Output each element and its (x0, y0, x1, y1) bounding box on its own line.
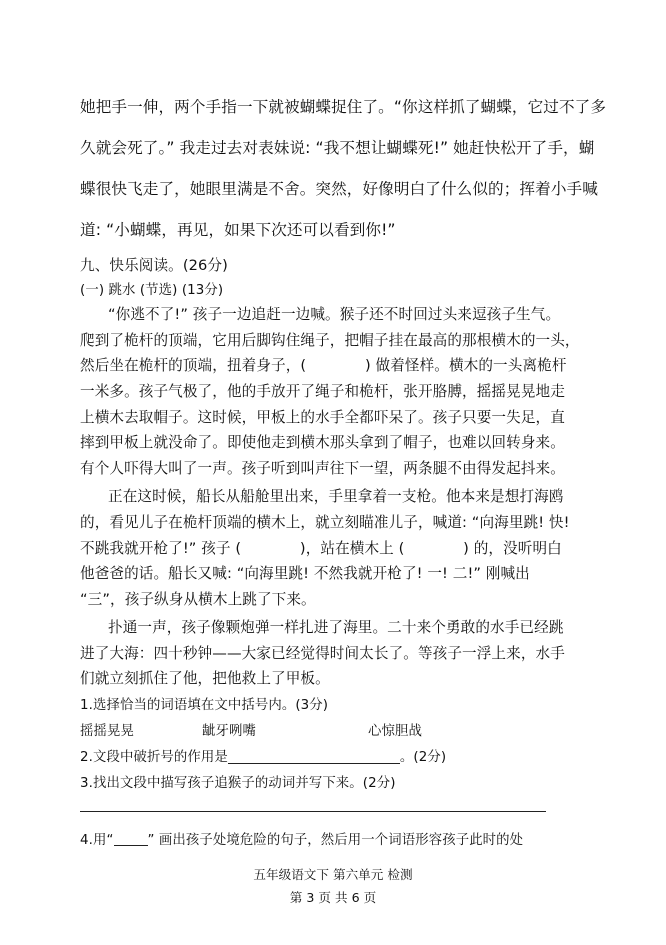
word-choice: 摇摇晃晃 (80, 724, 134, 739)
passage-line: 有个人吓得大叫了一声。孩子听到叫声往下一望，两条腿不由得发起抖来。 (80, 460, 565, 477)
passage-line: 他爸爸的话。船长又喊: “向海里跳! 不然我就开枪了! 一! 二!” 刚喊出 (80, 565, 530, 582)
passage-line: 进了大海：四十秒钟——大家已经觉得时间太长了。等孩子一浮上来，水手 (80, 645, 565, 662)
question-2 (80, 746, 560, 765)
question-1: 1.选择恰当的词语填在文中括号内。(3分) (80, 698, 329, 713)
handwritten-line: 久就会死了。” 我走过去对表妹说: “我不想让蝴蝶死!” 她赶快松开了手，蝴 (80, 139, 595, 157)
question-4-text: ” 画出孩子处境危险的句子，然后用一个词语形容孩子此时的处 (147, 833, 524, 848)
section-title: 九、快乐阅读。(26分) (80, 257, 228, 274)
underline-sample (114, 832, 148, 846)
passage-line: “你逃不了!” 孩子一边追赶一边喊。猴子还不时回过头来逗孩子生气。 (108, 306, 561, 323)
word-choices (80, 720, 560, 739)
word-choice: 心惊胆战 (368, 724, 422, 739)
answer-blank[interactable] (228, 749, 400, 764)
question-4 (80, 829, 560, 848)
passage-line: 正在这时候，船长从船舱里出来，手里拿着一支枪。他本来是想打海鸥 (108, 488, 564, 505)
passage-line: 一米多。孩子气极了，他的手放开了绳子和桅杆，张开胳膊，摇摇晃晃地走 (80, 383, 565, 400)
question-3: 3.找出文段中描写孩子追猴子的动词并写下来。(2分) (80, 776, 396, 791)
handwritten-line: 蝶很快飞走了，她眼里满是不舍。突然，好像明白了什么似的；挥着小手喊 (80, 180, 598, 198)
footer-page: 第 3 页 共 6 页 (289, 890, 377, 905)
passage-line: “三”，孩子纵身从横木上跳了下来。 (80, 591, 316, 608)
passage-line: 摔到甲板上就没命了。即使他走到横木那头拿到了帽子，也难以回转身来。 (80, 434, 565, 451)
passage-line: 扑通一声，孩子像颗炮弹一样扎进了海里。二十来个勇敢的水手已经跳 (108, 619, 564, 636)
passage-line: 们就立刻抓住了他，把他救上了甲板。 (80, 670, 330, 687)
question-2-text: 2.文段中破折号的作用是 (80, 750, 228, 765)
word-choice: 龇牙咧嘴 (202, 724, 256, 739)
passage-line: 的，看见儿子在桅杆顶端的横木上，就立刻瞄准儿子，喊道: “向海里跳! 快! (80, 514, 570, 531)
passage-line: 上横木去取帽子。这时候，甲板上的水手全都吓呆了。孩子只要一失足，直 (80, 409, 565, 426)
answer-line[interactable] (80, 811, 546, 812)
passage-line: 然后坐在桅杆的顶端，扭着身子，( ) 做着怪样。横木的一头离桅杆 (80, 357, 567, 374)
passage-title: (一) 跳水 (节选) (13分) (80, 283, 224, 298)
handwritten-line: 道: “小蝴蝶，再见，如果下次还可以看到你!” (80, 221, 396, 239)
passage-line: 爬到了桅杆的顶端，它用后脚钩住绳子，把帽子挂在最高的那根横木的一头， (80, 332, 580, 349)
handwritten-line: 她把手一伸，两个手指一下就被蝴蝶捉住了。“你这样抓了蝴蝶，它过不了多 (80, 98, 607, 116)
question-4-prefix: 4.用“ (80, 833, 114, 848)
footer-course: 五年级语文下 第六单元 检测 (253, 867, 413, 882)
question-2-points: 。(2分) (399, 750, 447, 765)
passage-line: 不跳我就开枪了!” 孩子 ( )，站在横木上 ( ) 的，没听明白 (80, 540, 562, 557)
